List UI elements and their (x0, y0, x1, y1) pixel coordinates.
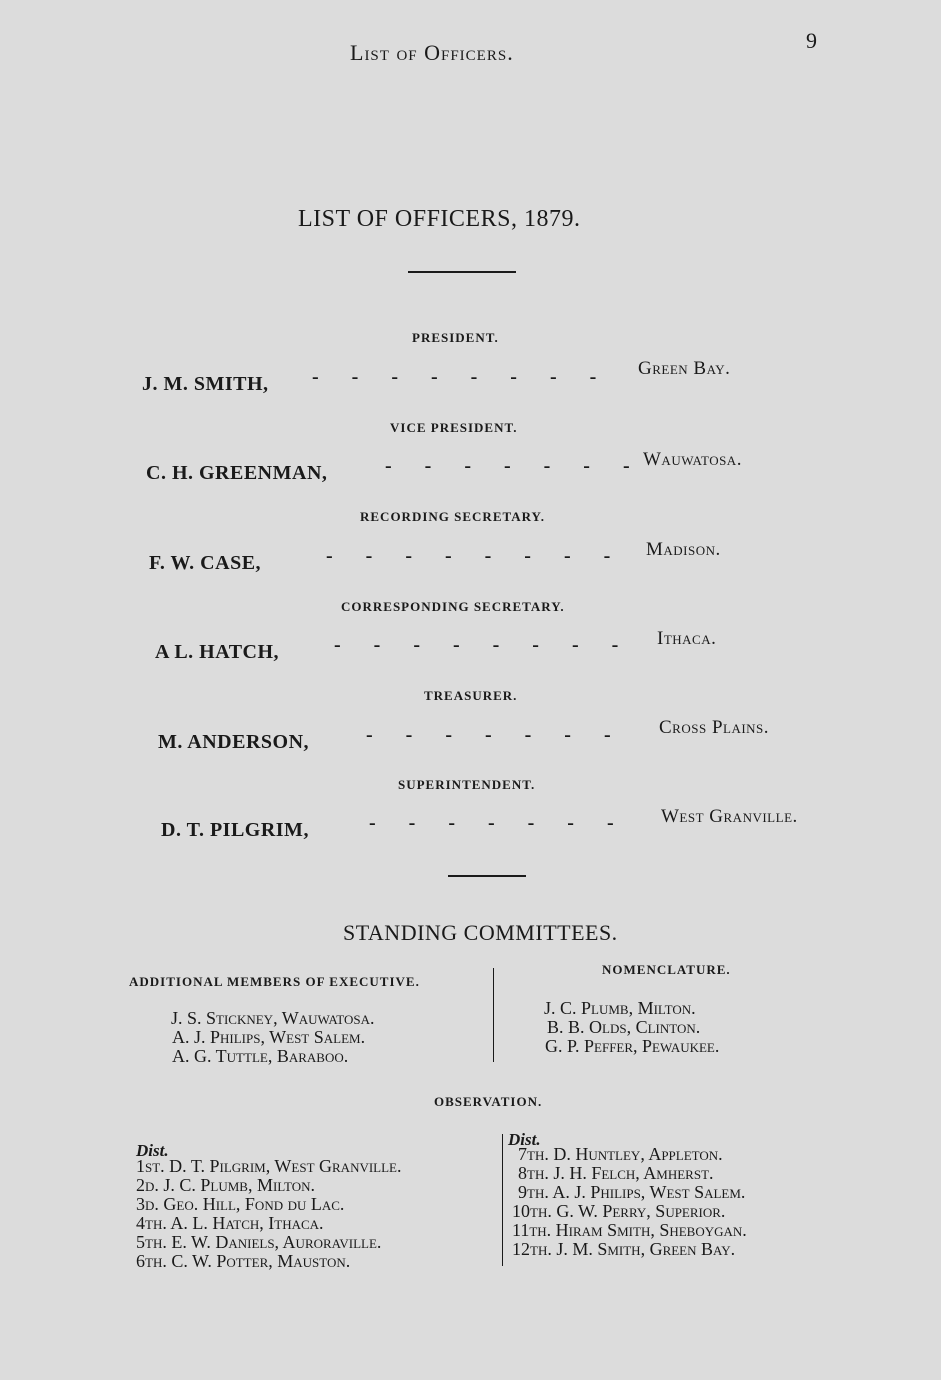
committees-title: STANDING COMMITTEES. (343, 920, 618, 945)
officer-place-vice-president: Wauwatosa. (643, 449, 742, 470)
officer-name-corresponding-secretary: A L. HATCH, (155, 641, 280, 663)
officer-place-superintendent: West Granville. (661, 806, 798, 827)
list-item: J. C. Plumb, Milton. (544, 998, 696, 1018)
list-item: A. G. Tuttle, Baraboo. (172, 1046, 349, 1066)
list-item: 8th. J. H. Felch, Amherst. (518, 1163, 714, 1183)
executive-heading: ADDITIONAL MEMBERS OF EXECUTIVE. (129, 974, 420, 989)
officer-name-superintendent: D. T. PILGRIM, (161, 819, 309, 841)
officer-name-vice-president: C. H. GREENMAN, (146, 462, 328, 484)
list-item: A. J. Philips, West Salem. (172, 1027, 366, 1047)
column-divider (493, 968, 494, 1062)
dot-leader: - - - - - - - - (326, 545, 625, 567)
section-rule (448, 875, 526, 877)
dot-leader: - - - - - - - - (312, 366, 611, 388)
list-item: 3d. Geo. Hill, Fond du Lac. (136, 1194, 345, 1214)
title-rule (408, 271, 516, 273)
list-item: 4th. A. L. Hatch, Ithaca. (136, 1213, 324, 1233)
list-item: 9th. A. J. Philips, West Salem. (518, 1182, 746, 1202)
role-superintendent: SUPERINTENDENT. (398, 777, 536, 792)
officer-name-treasurer: M. ANDERSON, (158, 731, 310, 753)
dot-leader: - - - - - - - (369, 812, 628, 834)
dot-leader: - - - - - - - (385, 455, 644, 477)
list-item: 12th. J. M. Smith, Green Bay. (512, 1239, 736, 1259)
page-number: 9 (806, 28, 817, 53)
running-head: List of Officers. (350, 40, 514, 65)
role-vice-president: VICE PRESIDENT. (390, 420, 518, 435)
dist-label-right: Dist. (508, 1130, 541, 1149)
page-title: LIST OF OFFICERS, 1879. (298, 206, 581, 232)
role-corresponding-secretary: CORRESPONDING SECRETARY. (341, 599, 565, 614)
nomenclature-heading: NOMENCLATURE. (602, 962, 731, 977)
list-item: 6th. C. W. Potter, Mauston. (136, 1251, 351, 1271)
list-item: 5th. E. W. Daniels, Auroraville. (136, 1232, 382, 1252)
observation-list-right (512, 1145, 747, 1259)
officer-place-president: Green Bay. (638, 358, 731, 379)
list-item: 7th. D. Huntley, Appleton. (518, 1144, 723, 1164)
column-divider (502, 1134, 503, 1266)
list-item: 11th. Hiram Smith, Sheboygan. (512, 1220, 747, 1240)
list-item: 2d. J. C. Plumb, Milton. (136, 1175, 316, 1195)
list-item: B. B. Olds, Clinton. (547, 1017, 701, 1037)
observation-heading: OBSERVATION. (434, 1094, 543, 1109)
officer-name-recording-secretary: F. W. CASE, (149, 552, 262, 574)
nomenclature-list (544, 999, 719, 1056)
executive-list (171, 1009, 375, 1066)
officer-place-treasurer: Cross Plains. (659, 717, 770, 738)
observation-list-left (136, 1157, 402, 1271)
list-item: G. P. Peffer, Pewaukee. (545, 1036, 720, 1056)
officer-place-recording-secretary: Madison. (646, 539, 721, 560)
list-item: 1st. D. T. Pilgrim, West Granville. (136, 1156, 402, 1176)
officer-place-corresponding-secretary: Ithaca. (657, 628, 717, 649)
dist-label-left: Dist. (136, 1141, 169, 1160)
list-item: 10th. G. W. Perry, Superior. (512, 1201, 726, 1221)
role-president: PRESIDENT. (412, 330, 499, 345)
list-item: J. S. Stickney, Wauwatosa. (171, 1008, 375, 1028)
role-treasurer: TREASURER. (424, 688, 518, 703)
role-recording-secretary: RECORDING SECRETARY. (360, 509, 545, 524)
officer-name-president: J. M. SMITH, (142, 373, 269, 395)
dot-leader: - - - - - - - (366, 724, 625, 746)
dot-leader: - - - - - - - - (334, 634, 633, 656)
